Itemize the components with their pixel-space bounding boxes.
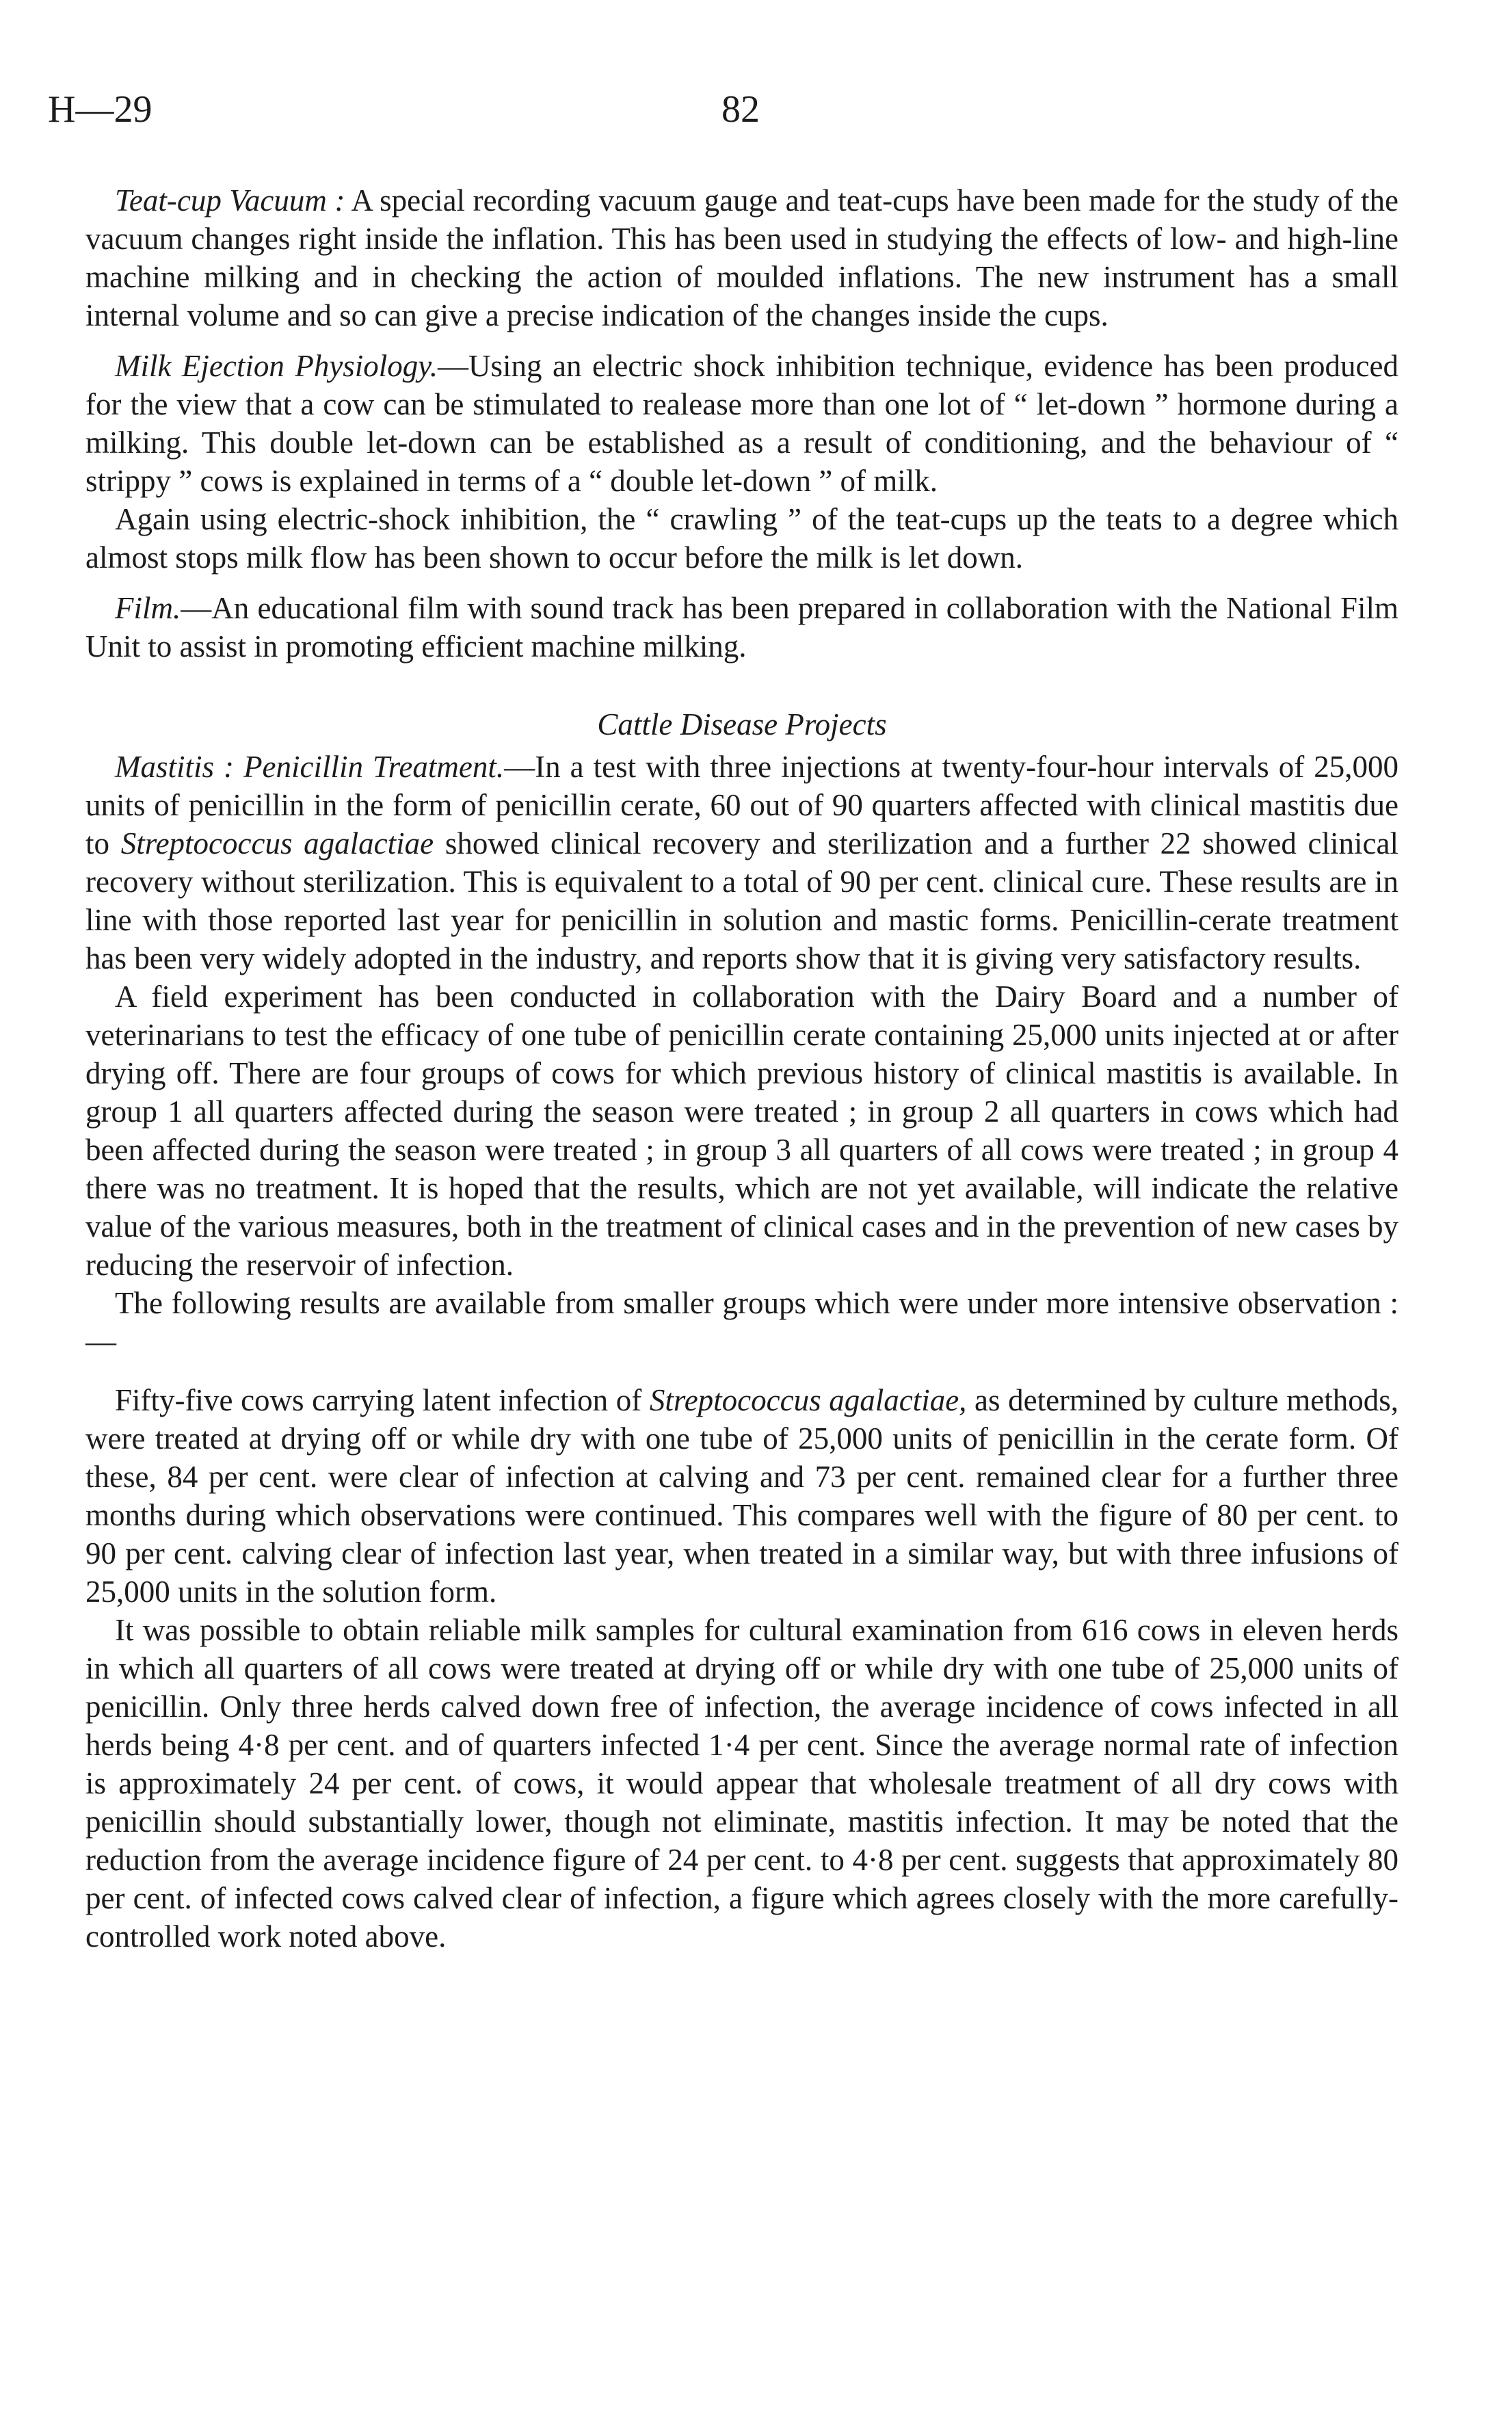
paragraph-film <box>85 589 1398 666</box>
paragraph-text: The following results are available from smaller groups which were under more intensive observation :— <box>85 1286 1398 1358</box>
page-header <box>48 88 1416 142</box>
paragraph-text: as determined by culture methods, were treated at drying off or while dry with one tube of 25,000 units of penicillin in the cerate form. Of these, 84 per cent. were clear of infection at calving and 73 per cent. remained clear for a further three months during which observations were continued. This compares well with the figure of 80 per cent. to 90 per cent. calving clear of infection last year, when treated in a similar way, but with three infusions of 25,000 units in the solution form. <box>85 1383 1398 1609</box>
paragraph-text: showed clinical recovery and sterilization and a further 22 showed clinical recovery without sterilization. This is equivalent to a total of 90 per cent. clinical cure. These results are in line with those reported last year for penicillin in solution and mastic forms. Penicillin-cerate treatment has been very widely adopted in the industry, and reports show that it is giving very satisfactory results. <box>85 826 1398 975</box>
paragraph-crawling <box>85 500 1398 577</box>
species-name: Streptococcus agalactiae, <box>649 1383 967 1417</box>
document-reference: H—29 <box>48 88 152 131</box>
paragraph-mastitis-penicillin <box>85 748 1398 977</box>
paragraph-text: It was possible to obtain reliable milk samples for cultural examination from 616 cows in eleven herds in which all quarters of all cows were treated at drying off or while dry with one tube of 25,000 units of penicillin. Only three herds calved down free of infection, the average incidence of cows infected in all herds being 4·8 per cent. and of quarters infected 1·4 per cent. Since the average normal rate of infection is approximately 24 per cent. of cows, it would appear that wholesale treatment of all dry cows with penicillin should substantially lower, though not eliminate, mastitis infection. It may be noted that the reduction from the average incidence figure of 24 per cent. to 4·8 per cent. suggests that approximately 80 per cent. of infected cows calved clear of infection, a figure which agrees closely with the more carefully-controlled work noted above. <box>85 1613 1398 1954</box>
paragraph-lead: Film. <box>115 591 181 625</box>
paragraph-following-results <box>85 1284 1398 1361</box>
paragraph-field-experiment <box>85 977 1398 1284</box>
paragraph-text: Fifty-five cows carrying latent infection of <box>115 1383 650 1417</box>
paragraph-milk-ejection <box>85 347 1398 500</box>
paragraph-text: —Using an electric shock inhibition technique, evidence has been produced for the view that a cow can be stimulated to realease more than one lot of “ let-down ” hormone during a milking. This double let-down can be established as a result of conditioning, and the behaviour of “ strippy ” cows is explained in terms of a “ double let-down ” of milk. <box>85 349 1398 498</box>
paragraph-text: A field experiment has been conducted in collaboration with the Dairy Board and a number of veterinarians to test the efficacy of one tube of penicillin cerate containing 25,000 units injected at or after drying off. There are four groups of cows for which previous history of clinical mastitis is available. In group 1 all quarters affected during the season were treated ; in group 2 all quarters in cows which had been affected during the season were treated ; in group 3 all quarters of all cows were treated ; in group 4 there was no treatment. It is hoped that the results, which are not yet available, will indicate the relative value of the various measures, both in the treatment of clinical cases and in the prevention of new cases by reducing the reservoir of infection. <box>85 980 1398 1282</box>
paragraph-lead: Mastitis : Penicillin Treatment. <box>115 750 505 784</box>
paragraph-text: Again using electric-shock inhibition, the “ crawling ” of the teat-cups up the teats to a degree which almost stops milk flow has been shown to occur before the milk is let down. <box>85 502 1398 575</box>
paragraph-text: —In a test with three injections at twenty-four-hour intervals of 25,000 units of penicillin in the form of penicillin cerate, 60 out of 90 quarters affected with clinical mastitis due to <box>85 750 1398 860</box>
paragraph-lead: Milk Ejection Physiology. <box>115 349 438 383</box>
section-heading: Cattle Disease Projects <box>597 707 887 741</box>
paragraph-teat-cup-vacuum <box>85 181 1398 334</box>
paragraph-text: —An educational film with sound track has been prepared in collaboration with the National Film Unit to assist in promoting efficient machine milking. <box>85 591 1398 663</box>
page-body <box>85 181 1398 1956</box>
species-name: Streptococcus agalactiae <box>120 826 434 860</box>
paragraph-fifty-five-cows <box>85 1381 1398 1611</box>
page-number: 82 <box>721 88 760 131</box>
paragraph-lead: Teat-cup Vacuum : <box>115 183 345 218</box>
paragraph-milk-samples <box>85 1611 1398 1956</box>
paragraph-text: A special recording vacuum gauge and teat-cups have been made for the study of the vacuum changes right inside the inflation. This has been used in studying the effects of low- and high-line machine milking and in checking the action of moulded inflations. The new instrument has a small internal volume and so can give a precise indication of the changes inside the cups. <box>85 183 1398 332</box>
